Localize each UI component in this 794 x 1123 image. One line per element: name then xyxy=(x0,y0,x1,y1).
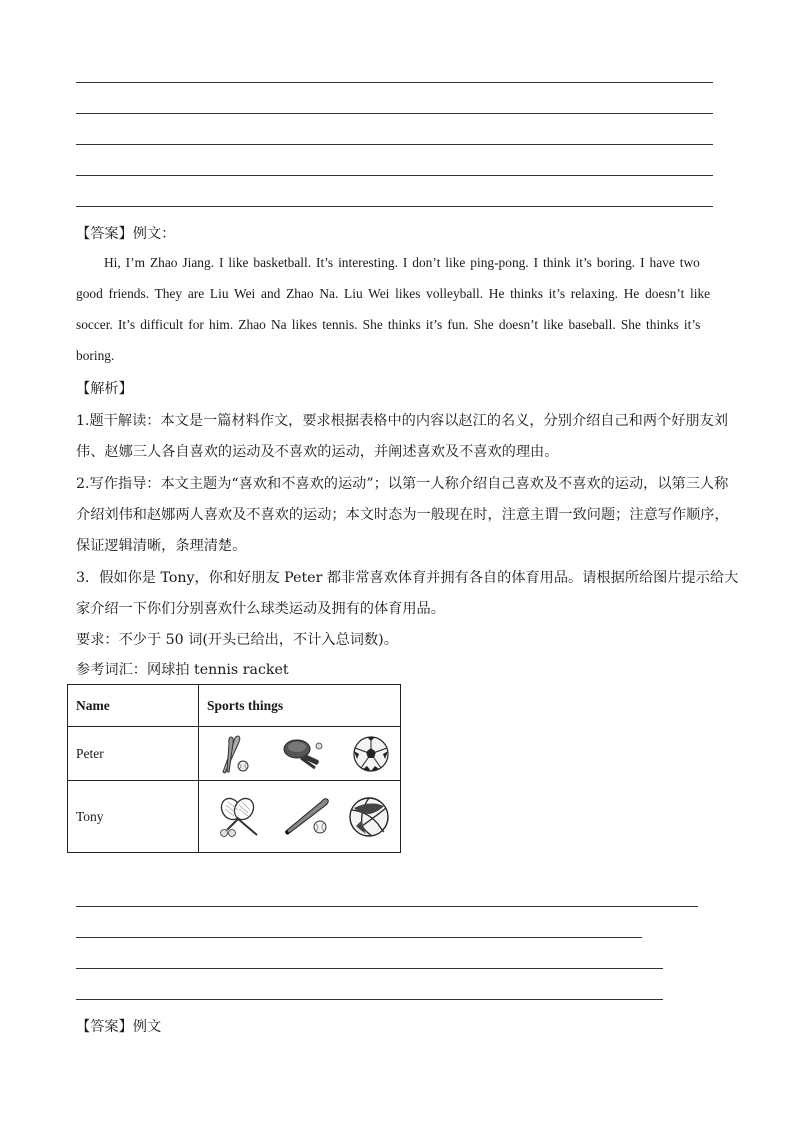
analysis-line: 介绍刘伟和赵娜两人喜欢及不喜欢的运动；本文时态为一般现在时，注意主谓一致问题；注意写作顺序， xyxy=(76,507,729,523)
writing-line xyxy=(76,906,698,907)
ping-pong-paddles-icon xyxy=(281,736,329,772)
name-header: Name xyxy=(68,685,199,727)
answer-label: 【答案】例文 xyxy=(76,1019,162,1035)
analysis-label: 【解析】 xyxy=(76,381,133,397)
analysis-line: 1.题干解读：本文是一篇材料作文，要求根据表格中的内容以赵江的名义，分别介绍自己和两个好朋友刘 xyxy=(76,413,728,429)
writing-line xyxy=(76,206,713,207)
soccer-ball-icon xyxy=(352,735,390,773)
table-row-icons xyxy=(199,727,401,781)
sports-things-table xyxy=(67,684,401,853)
question-line: 家介绍一下你们分别喜欢什么球类运动及拥有的体育用品。 xyxy=(76,601,445,617)
baseball-bat-icon xyxy=(282,797,334,837)
essay-line: good friends. They are Liu Wei and Zhao Na. Liu Wei likes volleyball. He thinks it’s relaxing. He doesn’t like xyxy=(76,286,711,301)
volleyball-icon xyxy=(348,796,390,838)
baseball-bats-ball-icon xyxy=(217,734,257,774)
writing-line xyxy=(76,113,713,114)
essay-line: Hi, I’m Zhao Jiang. I like basketball. It’s interesting. I don’t like ping-pong. I think it’s boring. I have two xyxy=(104,255,700,270)
table-row-icons xyxy=(199,781,401,853)
analysis-line: 伟、赵娜三人各自喜欢的运动及不喜欢的运动，并阐述喜欢及不喜欢的理由。 xyxy=(76,444,559,460)
writing-line xyxy=(76,82,713,83)
sports-things-header: Sports things xyxy=(199,685,401,727)
writing-line xyxy=(76,144,713,145)
answer-label: 【答案】例文： xyxy=(76,226,176,242)
writing-line xyxy=(76,937,642,938)
tennis-rackets-icon xyxy=(217,797,267,837)
writing-line xyxy=(76,968,663,969)
table-row-name: Peter xyxy=(68,727,199,781)
writing-line xyxy=(76,999,663,1000)
reference-vocabulary: 参考词汇：网球拍 tennis racket xyxy=(76,662,289,678)
essay-line: boring. xyxy=(76,348,115,363)
question-requirement: 要求：不少于 50 词(开头已给出，不计入总词数)。 xyxy=(76,632,398,648)
essay-line: soccer. It’s difficult for him. Zhao Na likes tennis. She thinks it’s fun. She doesn’t like baseball. She thinks it’s xyxy=(76,317,701,332)
analysis-line: 2.写作指导：本文主题为“喜欢和不喜欢的运动”；以第一人称介绍自己喜欢及不喜欢的运动，以第三人称 xyxy=(76,476,729,492)
question-line: 3．假如你是 Tony，你和好朋友 Peter 都非常喜欢体育并拥有各自的体育用品。请根据所给图片提示给大 xyxy=(76,570,739,586)
analysis-line: 保证逻辑清晰，条理清楚。 xyxy=(76,538,247,554)
writing-line xyxy=(76,175,713,176)
table-row-name: Tony xyxy=(68,781,199,853)
